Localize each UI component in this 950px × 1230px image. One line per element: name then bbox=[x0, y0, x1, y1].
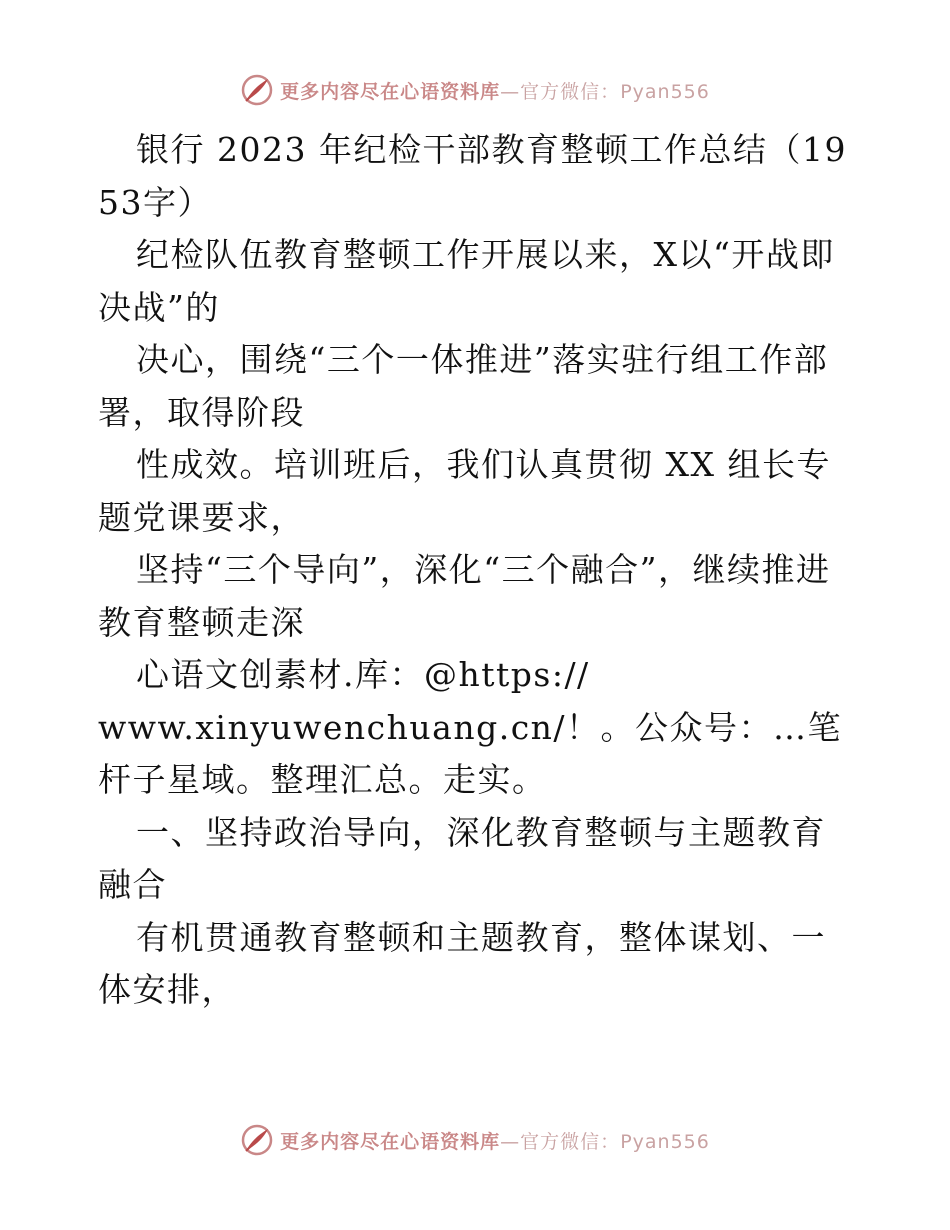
document-title: 银行 2023 年纪检干部教育整顿工作总结（1953字） bbox=[98, 130, 847, 222]
paragraph-7: 有机贯通教育整顿和主题教育，整体谋划、一体安排， bbox=[98, 917, 826, 1009]
watermark-wechat-id: Pyan556 bbox=[620, 1130, 710, 1153]
quill-pen-logo-icon bbox=[240, 1123, 274, 1157]
watermark-brand: 更多内容尽在心语资料库 bbox=[280, 80, 501, 103]
document-body bbox=[98, 124, 858, 1017]
paragraph-6: www.xinyuwenchuang.cn/！。公众号：…笔杆子星域。整理汇总。走实。 bbox=[98, 707, 843, 799]
section-heading-1: 一、坚持政治导向，深化教育整顿与主题教育融合 bbox=[98, 812, 826, 904]
watermark-wechat-id: Pyan556 bbox=[620, 80, 710, 103]
paragraph-4: 坚持“三个导向”，深化“三个融合”，继续推进教育整顿走深 bbox=[98, 550, 831, 642]
header-watermark-banner bbox=[0, 70, 950, 110]
paragraph-1: 纪检队伍教育整顿工作开展以来，X以“开战即决战”的 bbox=[98, 235, 835, 327]
watermark-dash: — bbox=[500, 80, 521, 103]
paragraph-5: 心语文创素材.库：@https:// bbox=[136, 655, 590, 694]
watermark-dash: — bbox=[500, 1130, 521, 1153]
watermark-official-label: 官方微信： bbox=[520, 80, 621, 103]
footer-watermark-banner bbox=[0, 1120, 950, 1160]
watermark-text bbox=[280, 77, 710, 104]
paragraph-3: 性成效。培训班后，我们认真贯彻 XX 组长专题党课要求， bbox=[98, 445, 831, 537]
paragraph-2: 决心，围绕“三个一体推进”落实驻行组工作部署，取得阶段 bbox=[98, 340, 829, 432]
watermark-official-label: 官方微信： bbox=[520, 1130, 621, 1153]
watermark-text bbox=[280, 1127, 710, 1154]
quill-pen-logo-icon bbox=[240, 73, 274, 107]
watermark-brand: 更多内容尽在心语资料库 bbox=[280, 1130, 501, 1153]
